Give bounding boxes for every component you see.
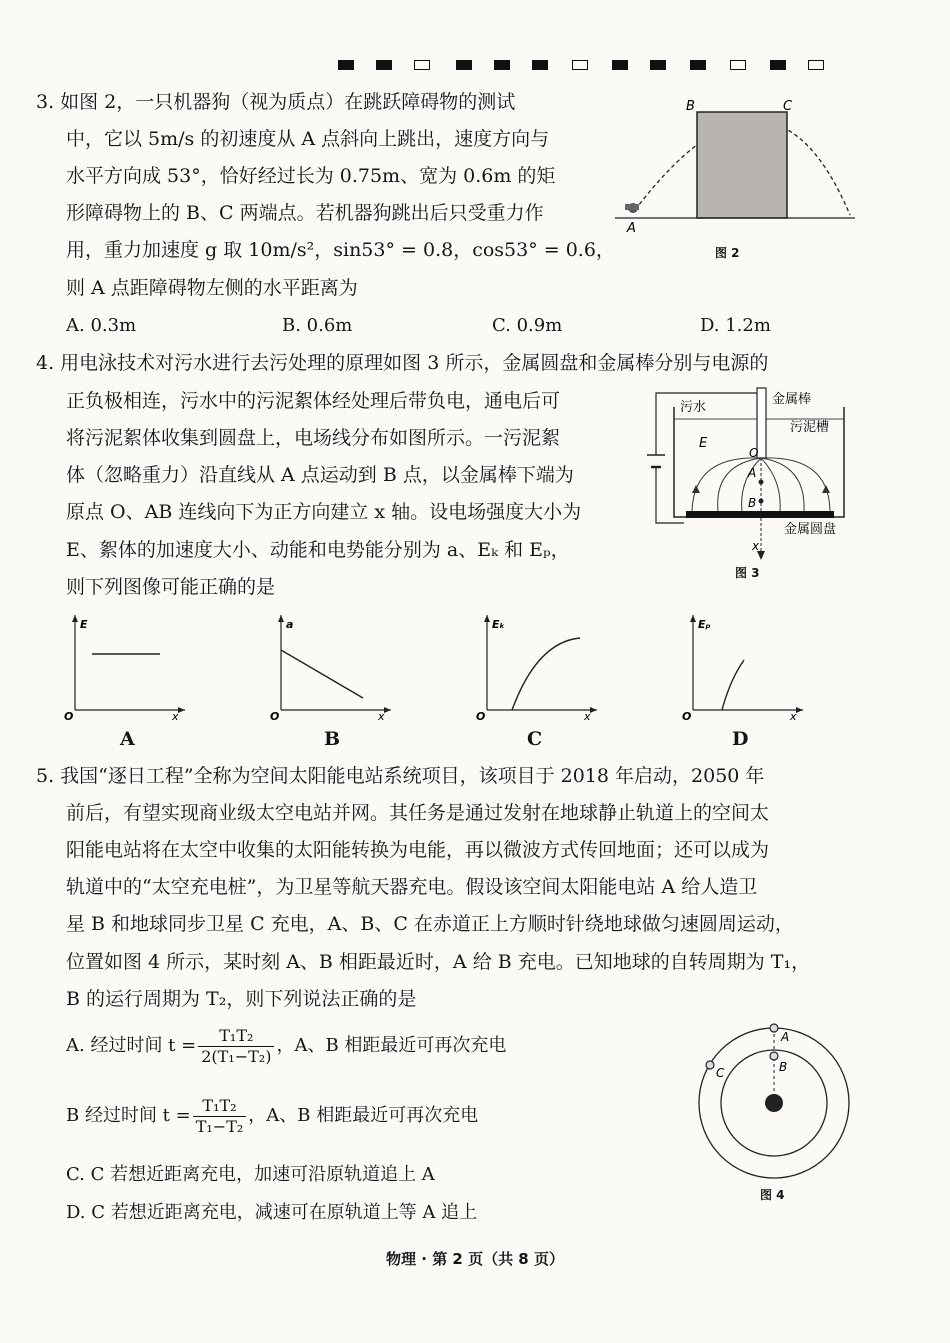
fig3-label-b: B [748,496,757,510]
q5-line-2: 前后，有望实现商业级太空电站并网。其任务是通过发射在地球静止轨道上的空间太 [66,802,770,824]
fig4-label-b: B [779,1060,788,1074]
q5-line-3: 阳能电站将在太空中收集的太阳能转换为电能，再以微波方式传回地面；还可以成为 [66,839,770,861]
metal-disk [686,511,834,518]
graph-d-yname: Eₚ [698,618,711,631]
q5-option-b-denominator: T₁−T₂ [195,1116,244,1136]
mark-filled [650,60,666,70]
graph-b-label: B [324,728,341,750]
figure-3 [644,385,859,560]
q5-option-b-fraction [193,1096,247,1137]
q5-option-c: C. C 若想近距离充电，加速可沿原轨道追上 A [66,1164,435,1185]
mark-filled [494,60,510,70]
figure-3-caption: 图 3 [735,566,760,580]
graph-a-yname: E [80,618,88,631]
q5-option-d: D. C 若想近距离充电，减速可在原轨道上等 A 追上 [66,1202,478,1223]
mark-filled [376,60,392,70]
graph-a [60,610,190,725]
satellite-c-icon [706,1061,714,1069]
q3-option-c: C. 0.9m [492,315,563,336]
graph-c [472,610,602,725]
fig3-label-disk: 金属圆盘 [784,522,837,537]
q5-option-b [66,1094,478,1138]
q4-line-4: 体（忽略重力）沿直线从 A 点运动到 B 点，以金属棒下端为 [66,464,574,486]
graph-b-curve [281,650,363,698]
figure-2-caption: 图 2 [715,246,740,260]
q4-line-5: 原点 O、AB 连线向下为正方向建立 x 轴。设电场强度大小为 [66,501,582,523]
fig4-label-c: C [716,1066,725,1080]
q3-option-b: B. 0.6m [282,315,353,336]
graph-d-xname: x [790,710,797,723]
graph-a-origin: O [64,710,74,723]
mark-filled [690,60,706,70]
q5-line-4: 轨道中的“太空充电桩”，为卫星等航天器充电。假设该空间太阳能电站 A 给人造卫 [66,876,758,898]
graph-d-curve [722,660,744,710]
figure-2 [615,80,865,240]
graph-b-origin: O [270,710,280,723]
q3-line-1: 3. 如图 2，一只机器狗（视为质点）在跳跃障碍物的测试 [36,91,516,113]
fig3-label-tank: 污泥槽 [790,420,830,435]
q3-line-3: 水平方向成 53°，恰好经过长为 0.75m、宽为 0.6m 的矩 [66,165,556,187]
mark-filled [456,60,472,70]
q4-line-1: 4. 用电泳技术对污水进行去污处理的原理如图 3 所示，金属圆盘和金属棒分别与电源的 [36,352,769,374]
mark-filled [532,60,548,70]
q4-line-2: 正负极相连，污水中的污泥絮体经处理后带负电，通电后可 [66,390,561,412]
q5-option-a [66,1024,506,1068]
graph-c-label: C [527,728,543,750]
q4-line-3: 将污泥絮体收集到圆盘上，电场线分布如图所示。一污泥絮 [66,427,561,449]
mark-open [414,60,430,70]
graph-d-label: D [732,728,749,750]
graph-d-origin: O [682,710,692,723]
q5-option-a-denominator: 2(T₁−T₂) [201,1046,272,1066]
q4-line-7: 则下列图像可能正确的是 [66,576,276,598]
graph-a-label: A [120,728,135,750]
q3-line-2: 中，它以 5m/s 的初速度从 A 点斜向上跳出，速度方向与 [66,128,550,150]
q5-option-a-suffix: ，A、B 相距最近可再次充电 [276,1035,507,1056]
q5-line-5: 星 B 和地球同步卫星 C 充电，A、B、C 在赤道正上方顺时针绕地球做匀速圆周运动， [66,913,794,935]
q3-line-6: 则 A 点距障碍物左侧的水平距离为 [66,277,358,299]
obstacle-rect [697,112,787,218]
graph-c-yname: Eₖ [492,618,505,631]
page-footer: 物理 · 第 2 页（共 8 页） [386,1250,564,1268]
fig3-label-a: A [748,466,757,480]
mark-open [730,60,746,70]
figure-4 [690,1015,865,1180]
q3-line-4: 形障碍物上的 B、C 两端点。若机器狗跳出后只受重力作 [66,202,544,224]
satellite-a-icon [770,1024,778,1032]
graph-c-curve [512,638,580,710]
mark-filled [770,60,786,70]
q5-line-7: B 的运行周期为 T₂，则下列说法正确的是 [66,988,417,1010]
q5-option-b-suffix: ，A、B 相距最近可再次充电 [248,1105,479,1126]
fig2-label-b: B [686,99,695,114]
earth-icon [765,1094,783,1112]
graph-b-xname: x [378,710,385,723]
mark-filled [338,60,354,70]
fig2-label-a: A [627,221,636,236]
mark-open [572,60,588,70]
q5-option-b-prefix: B 经过时间 t = [66,1105,191,1126]
fig2-label-c: C [783,99,793,114]
fig3-label-x: x [752,539,760,553]
graph-b [266,610,396,725]
q3-option-d: D. 1.2m [700,315,771,336]
q4-line-6: E、絮体的加速度大小、动能和电势能分别为 a、Eₖ 和 Eₚ， [66,539,570,561]
graph-c-origin: O [476,710,486,723]
q3-option-a: A. 0.3m [66,315,137,336]
satellite-b-icon [770,1052,778,1060]
fig3-label-o: O [749,446,759,460]
q5-option-a-numerator: T₁T₂ [198,1026,274,1047]
fig3-label-e: E [699,436,708,451]
fig3-label-water: 污水 [680,400,707,415]
figure-4-caption: 图 4 [760,1188,785,1202]
robot-dog-icon [625,203,639,213]
fig4-label-a: A [781,1030,790,1044]
fig3-label-rod: 金属棒 [772,392,812,407]
mark-filled [612,60,628,70]
q3-line-5: 用，重力加速度 g 取 10m/s²，sin53° = 0.8，cos53° = 0.6， [66,239,615,261]
q5-line-1: 5. 我国“逐日工程”全称为空间太阳能电站系统项目，该项目于 2018 年启动，2050 年 [36,765,765,787]
graph-d [678,610,808,725]
graph-a-xname: x [172,710,179,723]
q5-option-b-numerator: T₁T₂ [193,1096,247,1117]
q5-option-a-prefix: A. 经过时间 t = [66,1035,197,1056]
mark-open [808,60,824,70]
q5-option-a-fraction [198,1026,274,1067]
graph-b-yname: a [286,618,294,631]
graph-c-xname: x [584,710,591,723]
q5-line-6: 位置如图 4 所示，某时刻 A、B 相距最近时，A 给 B 充电。已知地球的自转周期为 T₁， [66,951,811,973]
